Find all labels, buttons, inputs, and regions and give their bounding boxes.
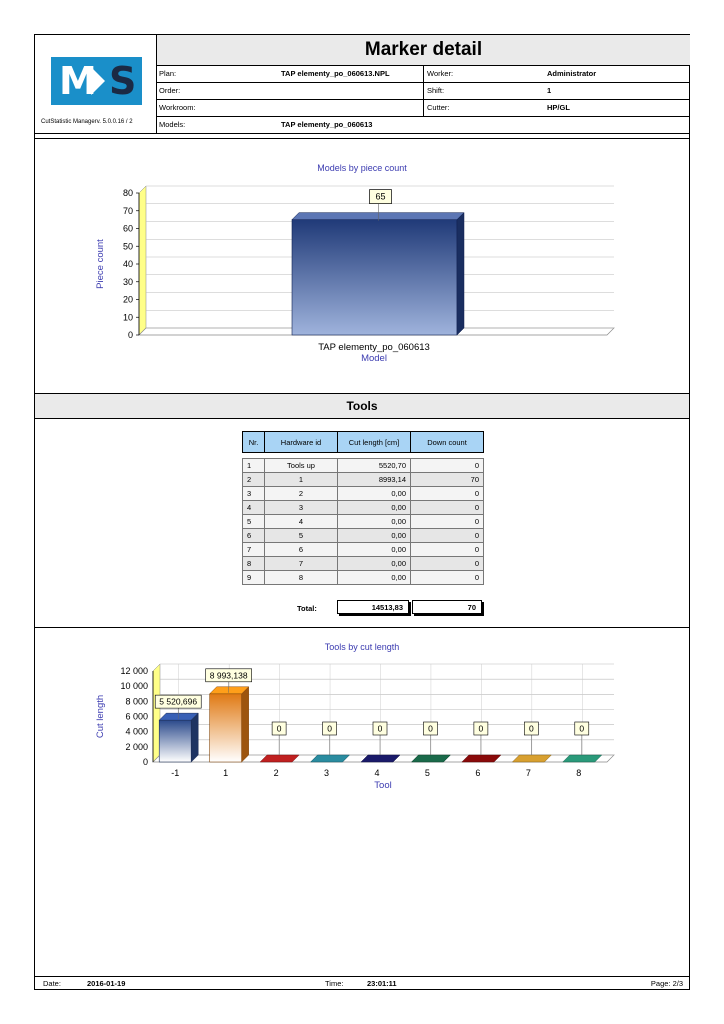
bar xyxy=(462,755,501,762)
y-axis-label: Cut length xyxy=(95,694,106,739)
table-row xyxy=(243,543,484,557)
table-row xyxy=(243,529,484,543)
x-tick-label: TAP elementy_po_060613 xyxy=(318,342,430,353)
logo-letter-s: S xyxy=(109,59,137,103)
table-cell: 0 xyxy=(411,501,484,515)
table-cell: 3 xyxy=(243,487,265,501)
y-tick-label: 4 000 xyxy=(125,726,148,737)
workroom-label: Workroom: xyxy=(159,103,196,112)
table-row xyxy=(243,501,484,515)
data-label: 0 xyxy=(377,723,383,734)
logo-area xyxy=(35,35,157,133)
x-axis-label: Model xyxy=(361,353,387,364)
data-label: 5 520,696 xyxy=(159,696,198,707)
bar xyxy=(411,755,450,762)
x-tick-label: 3 xyxy=(324,768,330,778)
x-tick-label: 4 xyxy=(374,768,380,778)
y-tick-label: 8 000 xyxy=(125,696,148,707)
worker-value: Administrator xyxy=(547,69,597,78)
y-tick-label: 80 xyxy=(122,188,133,198)
time-label: Time: xyxy=(325,979,344,988)
bar xyxy=(512,755,551,762)
column-header: Nr. xyxy=(243,432,265,453)
table-cell: 8993,14 xyxy=(338,473,411,487)
data-label: 0 xyxy=(276,723,282,734)
footer xyxy=(35,976,689,991)
table-cell: 8 xyxy=(243,557,265,571)
table-cell: 9 xyxy=(243,571,265,585)
worker-label: Worker: xyxy=(427,69,454,78)
cutter-label: Cutter: xyxy=(427,103,450,112)
table-cell: 0 xyxy=(411,459,484,473)
table-row xyxy=(243,487,484,501)
page-number: Page: 2/3 xyxy=(650,979,683,988)
data-label: 0 xyxy=(579,723,585,734)
table-cell: 5 xyxy=(243,515,265,529)
y-tick-label: 10 xyxy=(122,312,133,323)
table-cell: 0,00 xyxy=(338,571,411,585)
table-cell: 0,00 xyxy=(338,515,411,529)
bar-side xyxy=(457,213,464,335)
cutter-value: HP/GL xyxy=(547,103,570,112)
table-cell: 6 xyxy=(265,543,338,557)
y-axis-wall xyxy=(139,186,146,335)
logo-arrow-icon xyxy=(91,67,105,95)
page-title: Marker detail xyxy=(157,35,690,66)
table-cell: 0 xyxy=(411,515,484,529)
data-label: 8 993,138 xyxy=(209,670,248,681)
bar xyxy=(563,755,602,762)
table-cell: 8 xyxy=(265,571,338,585)
data-label: 0 xyxy=(428,723,433,734)
info-grid xyxy=(157,66,690,133)
data-label: 0 xyxy=(478,723,484,734)
column-header: Hardware id xyxy=(265,432,338,453)
table-cell: 70 xyxy=(411,473,484,487)
table-cell: 0 xyxy=(411,487,484,501)
table-cell: 5520,70 xyxy=(338,459,411,473)
y-tick-label: 50 xyxy=(122,241,133,252)
table-cell: 0,00 xyxy=(338,487,411,501)
order-label: Order: xyxy=(159,86,181,95)
table-row xyxy=(243,473,484,487)
table-row xyxy=(243,459,484,473)
table-cell: 2 xyxy=(265,487,338,501)
bar-side xyxy=(191,713,198,762)
y-axis-label: Piece count xyxy=(95,239,106,289)
bar xyxy=(210,694,242,762)
time-value: 23:01:11 xyxy=(367,979,397,988)
x-axis-label: Tool xyxy=(374,780,392,791)
version-text: CutStatistic Managerv. 5.0.0.16 / 2 xyxy=(41,119,133,125)
data-label: 65 xyxy=(375,191,386,202)
date-value: 2016-01-19 xyxy=(87,979,126,988)
column-header: Down count xyxy=(411,432,484,453)
tools-section-title: Tools xyxy=(35,394,689,418)
table-cell: 7 xyxy=(265,557,338,571)
tools-chart xyxy=(35,653,689,803)
y-tick-label: 70 xyxy=(122,205,133,216)
table-row xyxy=(243,571,484,585)
x-tick-label: 8 xyxy=(576,768,582,778)
bar xyxy=(361,755,400,762)
table-cell: 0,00 xyxy=(338,543,411,557)
bar-side xyxy=(242,687,249,762)
y-tick-label: 0 xyxy=(127,330,133,340)
column-header: Cut length [cm] xyxy=(338,432,411,453)
total-label: Total: xyxy=(297,604,317,613)
table-cell: 6 xyxy=(243,529,265,543)
x-tick-label: 6 xyxy=(475,768,481,778)
y-tick-label: 60 xyxy=(122,223,133,234)
plan-label: Plan: xyxy=(159,69,177,78)
total-cut-length: 14513,83 xyxy=(337,600,409,614)
tools-table xyxy=(242,431,484,585)
table-cell: 1 xyxy=(243,459,265,473)
data-label: 0 xyxy=(327,723,332,734)
models-label: Models: xyxy=(159,120,186,129)
report-page xyxy=(34,34,690,990)
x-tick-label: 5 xyxy=(424,768,430,778)
table-cell: 0 xyxy=(411,529,484,543)
y-tick-label: 6 000 xyxy=(125,711,148,722)
y-tick-label: 10 000 xyxy=(120,681,148,692)
bar xyxy=(292,220,457,335)
x-tick-label: 1 xyxy=(223,768,229,778)
table-cell: 0 xyxy=(411,557,484,571)
table-cell: 0 xyxy=(411,543,484,557)
models-value: TAP elementy_po_060613 xyxy=(281,120,373,129)
shift-value: 1 xyxy=(547,86,552,95)
bar xyxy=(159,720,191,762)
y-tick-label: 20 xyxy=(122,294,133,305)
y-tick-label: 40 xyxy=(122,259,133,269)
table-cell: 2 xyxy=(243,473,265,487)
table-cell: 1 xyxy=(265,473,338,487)
bar-top xyxy=(292,213,464,220)
ms-logo xyxy=(51,57,142,105)
table-cell: 7 xyxy=(243,543,265,557)
table-cell: 3 xyxy=(265,501,338,515)
models-chart xyxy=(35,175,689,375)
y-tick-label: 0 xyxy=(142,757,148,767)
table-row xyxy=(243,557,484,571)
data-label: 0 xyxy=(528,723,534,734)
table-cell: 0,00 xyxy=(338,501,411,515)
tools-chart-title: Tools by cut length xyxy=(324,642,400,652)
y-tick-label: 2 000 xyxy=(125,741,148,752)
table-cell: 0,00 xyxy=(338,557,411,571)
y-tick-label: 12 000 xyxy=(120,666,148,676)
bar xyxy=(260,755,299,762)
table-cell: 5 xyxy=(265,529,338,543)
total-down-count: 70 xyxy=(412,600,482,614)
date-label: Date: xyxy=(43,979,61,988)
shift-label: Shift: xyxy=(427,86,445,95)
models-chart-title: Models by piece count xyxy=(317,163,407,173)
x-tick-label: 2 xyxy=(273,768,279,778)
table-cell: 4 xyxy=(265,515,338,529)
table-cell: 0 xyxy=(411,571,484,585)
y-tick-label: 30 xyxy=(122,276,133,287)
bar xyxy=(311,755,350,762)
table-cell: Tools up xyxy=(265,459,338,473)
table-cell: 0,00 xyxy=(338,529,411,543)
x-tick-label: -1 xyxy=(171,768,180,778)
table-row xyxy=(243,515,484,529)
logo-letter-m: M xyxy=(59,59,97,103)
x-tick-label: 7 xyxy=(525,768,531,778)
table-cell: 4 xyxy=(243,501,265,515)
plan-value: TAP elementy_po_060613.NPL xyxy=(281,69,390,78)
